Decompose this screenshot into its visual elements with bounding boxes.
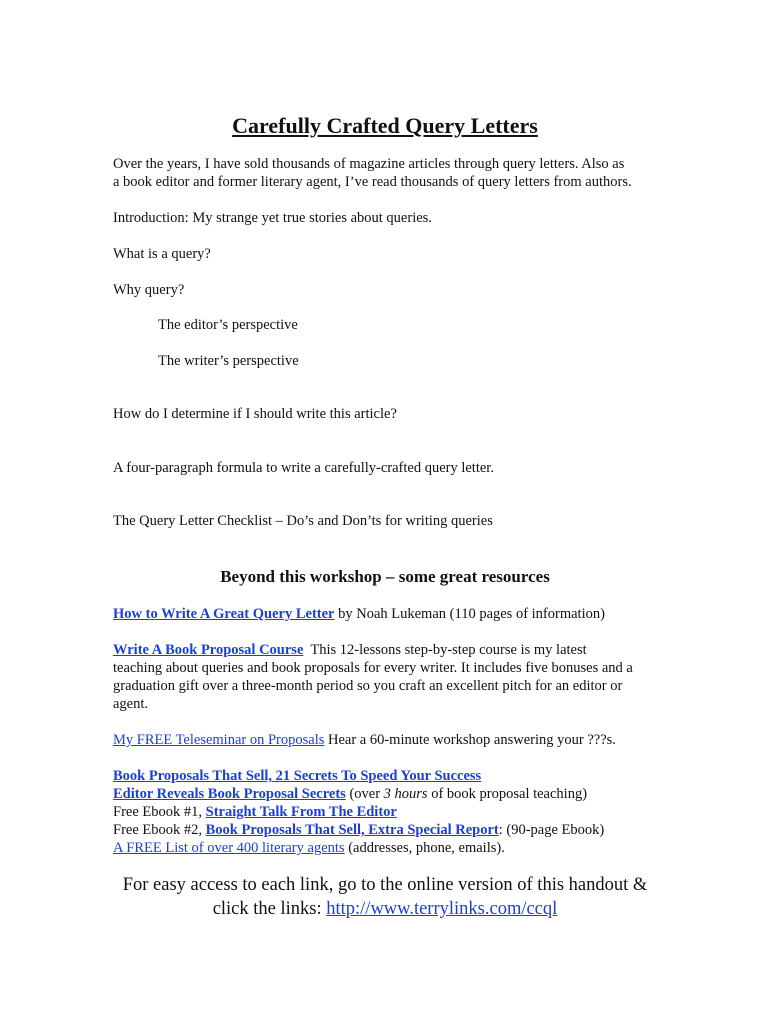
resource-item-3 [113,731,616,749]
resource-link-teleseminar[interactable]: My FREE Teleseminar on Proposals [113,732,325,748]
outline-why: Why query? [113,282,185,298]
intro-line-2: a book editor and former literary agent, I’ve read thousands of query letters from authors. [113,174,632,190]
resource-link-straight-talk[interactable]: Straight Talk From The Editor [205,804,397,820]
outline-editor-perspective: The editor’s perspective [158,317,298,333]
resource-link-agents-list[interactable]: A FREE List of over 400 literary agents [113,840,345,856]
resource-text-8: (addresses, phone, emails). [344,840,505,856]
outline-formula: A four-paragraph formula to write a carefully-crafted query letter. [113,460,494,476]
resource-text-3: Hear a 60-minute workshop answering your ???s. [324,732,616,748]
resource-prefix-6: Free Ebook #1, [113,804,206,820]
outline-writer-perspective: The writer’s perspective [158,353,299,369]
footer-prefix: click the links: [212,899,327,919]
resource-link-editor-reveals[interactable]: Editor Reveals Book Proposal Secrets [113,786,346,802]
outline-introduction: Introduction: My strange yet true stories about queries. [113,210,432,226]
resource-link-proposals-sell[interactable]: Book Proposals That Sell, 21 Secrets To Speed Your Success [113,768,482,784]
page-title: Carefully Crafted Query Letters [232,113,538,138]
outline-determine: How do I determine if I should write this article? [113,406,397,422]
footer-line-2 [0,897,770,921]
resource-text-2b: teaching about queries and book proposals for every writer. It includes five bonuses and a [113,660,633,676]
intro-line-1: Over the years, I have sold thousands of magazine articles through query letters. Also as [113,156,625,172]
outline-checklist: The Query Letter Checklist – Do’s and Don’ts for writing queries [113,513,493,529]
resource-item-5 [113,785,587,803]
resource-item-2 [113,641,587,659]
resource-text-5-italic: 3 hours [383,786,428,802]
resource-text-2d: agent. [113,696,149,712]
resource-text-7: : (90-page Ebook) [498,822,605,838]
resources-heading: Beyond this workshop – some great resources [220,567,550,586]
resource-item-4 [113,767,481,785]
footer-online-link[interactable]: http://www.terrylinks.com/ccql [326,899,558,919]
resource-link-special-report[interactable]: Book Proposals That Sell, Extra Special Report [205,822,499,838]
resource-item-7 [113,821,604,839]
resource-item-6 [113,803,397,821]
footer-line-1: For easy access to each link, go to the online version of this handout & [122,875,648,895]
resource-link-proposal-course[interactable]: Write A Book Proposal Course [113,642,304,658]
resource-text-2a: This 12-lessons step-by-step course is my latest [303,642,587,658]
resource-item-1 [113,605,605,623]
resource-text-5b: of book proposal teaching) [427,786,588,802]
resource-prefix-7: Free Ebook #2, [113,822,206,838]
resource-link-query-letter[interactable]: How to Write A Great Query Letter [113,606,335,622]
outline-what-is: What is a query? [113,246,211,262]
resource-text-1: by Noah Lukeman (110 pages of information) [334,606,605,622]
resource-text-5a: (over [345,786,384,802]
resource-text-2c: graduation gift over a three-month period so you craft an excellent pitch for an editor or [113,678,623,694]
resource-item-8 [113,839,505,857]
